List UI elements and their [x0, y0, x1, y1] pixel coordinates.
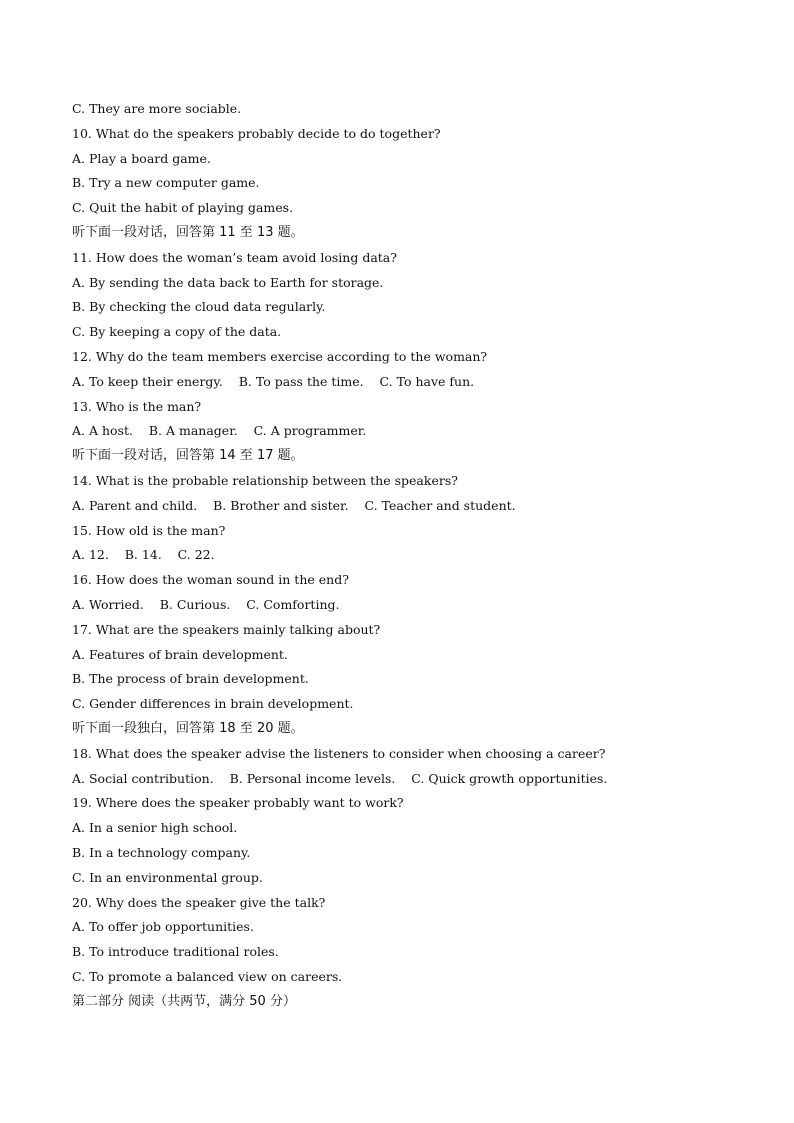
question-line: 15. How old is the man? — [72, 522, 226, 538]
question-line: 20. Why does the speaker give the talk? — [72, 894, 326, 910]
question-line: 13. Who is the man? — [72, 398, 202, 414]
option-line: A. Play a board game. — [72, 150, 211, 166]
question-line: 12. Why do the team members exercise according to the woman? — [72, 348, 488, 364]
option-line: B. By checking the cloud data regularly. — [72, 299, 326, 315]
option-line: C. Gender differences in brain development. — [72, 696, 354, 712]
instruction-line: 听下面一段对话，回答第 11 至 13 题。 — [72, 224, 304, 240]
question-line: 17. What are the speakers mainly talking about? — [72, 621, 381, 637]
option-line: C. Quit the habit of playing games. — [72, 200, 294, 216]
option-line: C. They are more sociable. — [72, 101, 242, 116]
option-line: A. In a senior high school. — [72, 820, 238, 836]
question-line: 10. What do the speakers probably decide to do together? — [72, 125, 441, 141]
option-line: A. Parent and child. B. Brother and sister. C. Teacher and student. — [72, 497, 516, 513]
option-line: A. Worried. B. Curious. C. Comforting. — [72, 596, 340, 612]
option-line: C. To promote a balanced view on careers. — [72, 968, 343, 984]
option-line: C. By keeping a copy of the data. — [72, 324, 282, 340]
exam-page — [72, 97, 772, 1014]
instruction-line: 听下面一段对话，回答第 14 至 17 题。 — [72, 448, 304, 464]
question-line: 16. How does the woman sound in the end? — [72, 572, 349, 588]
question-line: 11. How does the woman’s team avoid losing data? — [72, 249, 397, 265]
option-line: A. 12. B. 14. C. 22. — [72, 547, 215, 563]
option-line: C. In an environmental group. — [72, 869, 263, 885]
option-line: A. Social contribution. B. Personal income levels. C. Quick growth opportunities. — [72, 770, 608, 786]
question-line: 14. What is the probable relationship between the speakers? — [72, 472, 458, 488]
section-heading: 第二部分 阅读（共两节，满分 50 分） — [72, 993, 296, 1009]
option-line: A. To keep their energy. B. To pass the time. C. To have fun. — [72, 373, 475, 389]
question-line: 19. Where does the speaker probably want to work? — [72, 795, 404, 811]
option-line: A. Features of brain development. — [72, 646, 288, 662]
option-line: B. To introduce traditional roles. — [72, 944, 279, 960]
instruction-line: 听下面一段独白，回答第 18 至 20 题。 — [72, 720, 304, 736]
option-line: B. Try a new computer game. — [72, 175, 260, 191]
option-line: B. The process of brain development. — [72, 671, 309, 687]
option-line: B. In a technology company. — [72, 844, 251, 860]
question-line: 18. What does the speaker advise the listeners to consider when choosing a career? — [72, 745, 606, 761]
option-line: A. A host. B. A manager. C. A programmer. — [72, 423, 367, 439]
option-line: A. To offer job opportunities. — [72, 919, 254, 935]
option-line: A. By sending the data back to Earth for storage. — [72, 274, 384, 290]
